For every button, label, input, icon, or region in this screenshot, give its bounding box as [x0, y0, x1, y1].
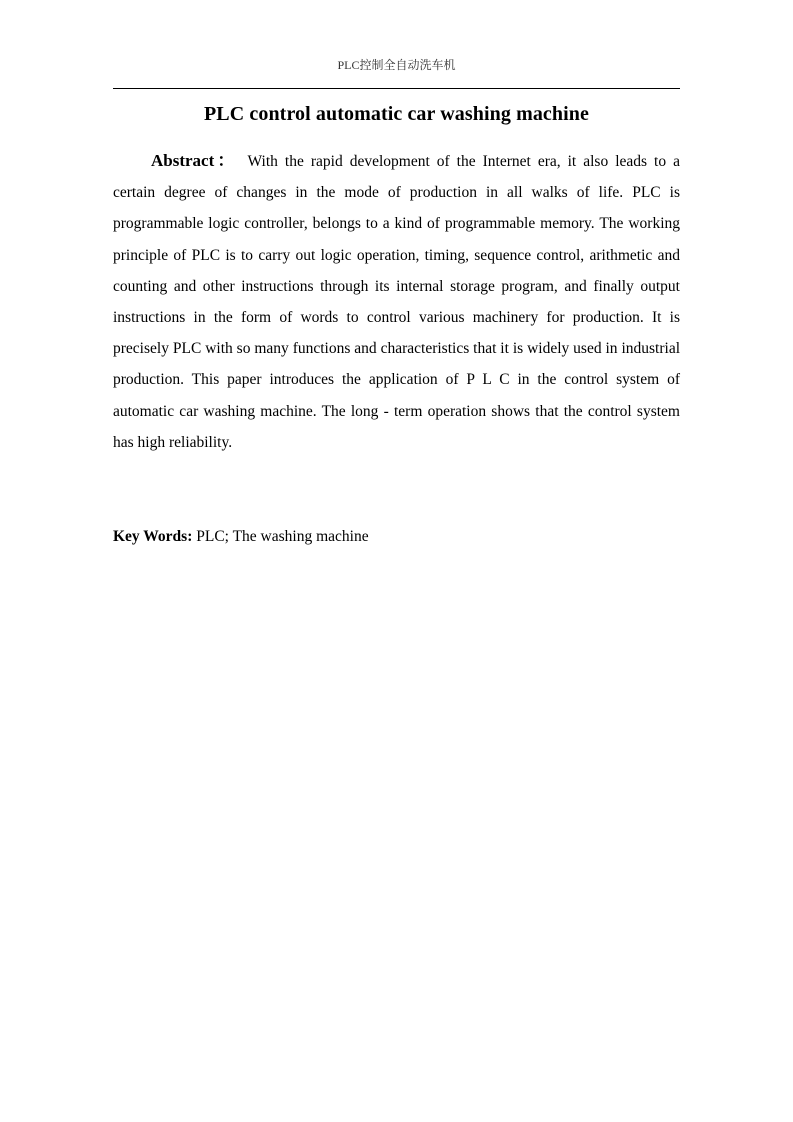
- keywords-label: Key Words:: [113, 528, 193, 545]
- abstract-paragraph: [113, 145, 680, 458]
- running-header: PLC控制全自动洗车机: [337, 58, 456, 72]
- abstract-colon: ：: [214, 151, 238, 170]
- header-divider: [113, 88, 680, 89]
- keywords-text: PLC; The washing machine: [192, 528, 369, 545]
- keywords-section: [113, 525, 680, 549]
- abstract-text: With the rapid development of the Internet era, it also leads to a certain degree of changes in the mode of production in all walks of life. PLC is programmable logic controller, belongs to a kind of programmable memory. The working principle of PLC is to carry out logic operation, timing, sequence control, arithmetic and counting and other instructions through its internal storage program, and finally output instructions in the form of words to control various machinery for production. It is precisely PLC with so many functions and characteristics that it is widely used in industrial production. This paper introduces the application of P L C in the control system of automatic car washing machine. The long - term operation shows that the control system has high reliability.: [113, 153, 681, 451]
- document-title: PLC control automatic car washing machine: [203, 103, 589, 125]
- abstract-label: Abstract: [151, 151, 215, 170]
- abstract-section: [113, 145, 680, 458]
